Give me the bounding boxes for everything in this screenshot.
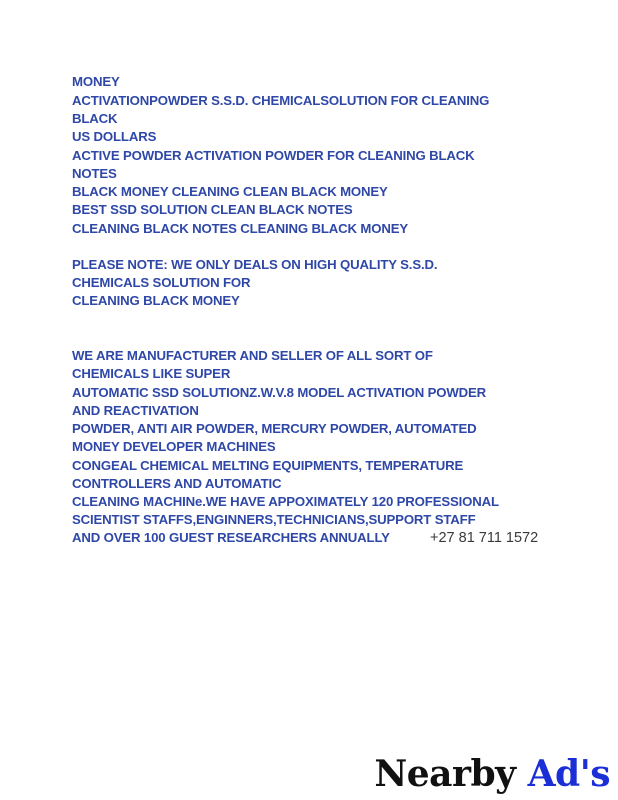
doc-line: BLACK (72, 111, 118, 126)
brand-word-ads: Ad's (527, 753, 610, 795)
doc-line: POWDER, ANTI AIR POWDER, MERCURY POWDER, AUTOMATED (72, 421, 477, 436)
doc-line: CLEANING BLACK MONEY (72, 293, 240, 308)
brand-word-nearby: Nearby (374, 753, 516, 795)
doc-line: PLEASE NOTE: WE ONLY DEALS ON HIGH QUALITY S.S.D. (72, 257, 438, 272)
doc-line: CLEANING BLACK NOTES CLEANING BLACK MONEY (72, 221, 408, 236)
doc-line: NOTES (72, 166, 117, 181)
brand-logo[interactable] (374, 754, 610, 794)
doc-line: ACTIVE POWDER ACTIVATION POWDER FOR CLEANING BLACK (72, 148, 475, 163)
doc-line: AUTOMATIC SSD SOLUTIONZ.W.V.8 MODEL ACTIVATION POWDER (72, 385, 487, 400)
doc-line: BLACK MONEY CLEANING CLEAN BLACK MONEY (72, 184, 388, 199)
doc-line: MONEY (72, 74, 120, 89)
doc-line: AND REACTIVATION (72, 403, 199, 418)
cut-off-text-fragment (72, 552, 222, 556)
doc-line: US DOLLARS (72, 129, 157, 144)
doc-line: CONTROLLERS AND AUTOMATIC (72, 476, 282, 491)
doc-line: SCIENTIST STAFFS,ENGINNERS,TECHNICIANS,SUPPORT STAFF (72, 512, 476, 527)
doc-line: AND OVER 100 GUEST RESEARCHERS ANNUALLY (72, 530, 390, 545)
phone-number: +27 81 711 1572 (430, 530, 539, 546)
doc-line: ACTIVATIONPOWDER S.S.D. CHEMICALSOLUTION FOR CLEANING (72, 93, 490, 108)
doc-line: CHEMICALS LIKE SUPER (72, 366, 231, 381)
doc-line: WE ARE MANUFACTURER AND SELLER OF ALL SORT OF (72, 348, 433, 363)
doc-line: MONEY DEVELOPER MACHINES (72, 439, 276, 454)
doc-line: CONGEAL CHEMICAL MELTING EQUIPMENTS, TEMPERATURE (72, 458, 464, 473)
doc-line: CLEANING MACHINe.WE HAVE APPOXIMATELY 120 PROFESSIONAL (72, 494, 499, 509)
doc-line: BEST SSD SOLUTION CLEAN BLACK NOTES (72, 202, 353, 217)
doc-line: CHEMICALS SOLUTION FOR (72, 275, 251, 290)
